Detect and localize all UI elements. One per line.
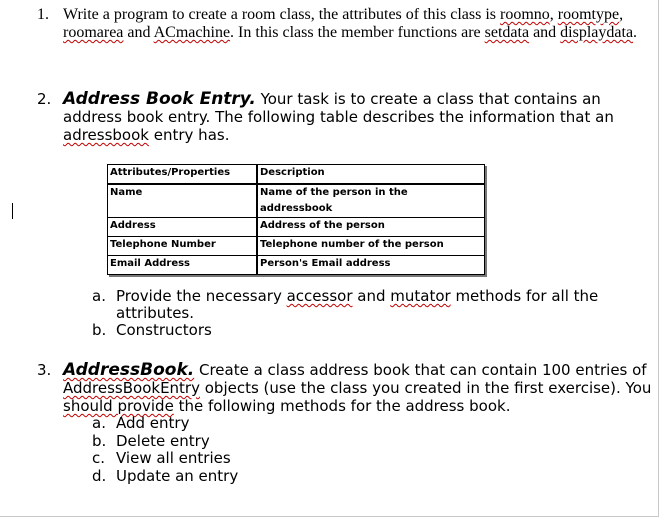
list-letter: d. [92,466,107,485]
misspelled-word: roomarea [63,24,124,41]
misspelled-word: displaydata [560,24,634,41]
text-run: Write a program to create a room class, the attributes of this class is [63,6,500,23]
item-text [63,6,643,42]
table-cell: Name of the person in the addressbook [257,184,485,218]
table-cell: Address of the person [257,218,485,237]
list-item [92,433,392,451]
list-letter: a. [92,287,106,305]
misspelled-word: mutator [390,287,451,305]
table-header-row [108,165,485,185]
section-title: Address Book Entry. [63,89,256,109]
table-row [108,184,485,218]
list-letter: b. [92,431,107,450]
sub-list-2 [92,288,612,339]
sub-list-3 [92,415,392,485]
table-cell: Person's Email address [257,256,485,275]
misspelled-word: ACmachine [153,24,231,41]
text-run: objects (use the class you created in the first exercise). You [199,379,652,397]
text-cursor [12,203,13,219]
misspelled-word: roomno [500,6,550,23]
item-number: 2. [37,90,52,108]
misspelled-word: roomtype [557,6,620,23]
misspelled-word: adressbook [63,126,149,144]
misspelled-word: setdata [484,24,530,41]
item-text [63,90,643,144]
table-header-cell: Attributes/Properties [108,165,258,185]
text-run: Provide the necessary [116,287,287,305]
section-title: AddressBook. [63,360,195,380]
list-letter: b. [92,321,107,339]
text-run: Your task is to create a class that contains an address book entry. The following table describes the information that an [63,90,614,126]
list-letter: c. [92,449,106,467]
text-run: the following methods for the address book. [173,397,511,415]
table-cell: Telephone number of the person [257,237,485,256]
item-number: 1. [37,6,49,23]
text-run: Create a class address book that can contain 100 entries of [194,361,647,379]
grammar-flagged-text: should provide [63,397,174,415]
text-run: , [619,6,624,23]
table-header-cell: Description [257,165,485,185]
table-row [108,218,485,237]
table-cell: Address [108,218,258,237]
text-run: , [549,6,558,23]
text-run: . In this class the member functions are [230,24,485,41]
text-run: Add entry [116,414,190,432]
text-run: methods for all the attributes. [116,287,599,322]
misspelled-word: accessor [286,287,353,305]
text-run: . [633,24,638,41]
item-number: 3. [37,361,52,379]
list-item [92,468,392,486]
table-row [108,256,485,275]
text-run: and [123,24,154,41]
list-item [92,288,612,322]
text-run: and [352,287,391,305]
text-run: and [529,24,561,41]
attributes-table [107,164,485,275]
misspelled-word: AddressBookEntry [63,379,200,397]
text-run: View all entries [116,449,231,467]
list-item [92,415,392,433]
table-cell: Email Address [108,256,258,275]
text-run: Delete entry [116,431,210,450]
list-item [92,450,392,468]
item-text [63,361,657,415]
list-item [92,322,612,339]
table-cell: Telephone Number [108,237,258,256]
text-run: Update an entry [116,466,239,485]
table-cell: Name [108,184,258,218]
list-letter: a. [92,414,106,432]
text-run: entry has. [148,126,230,144]
table-row [108,237,485,256]
text-run: Constructors [116,321,212,339]
